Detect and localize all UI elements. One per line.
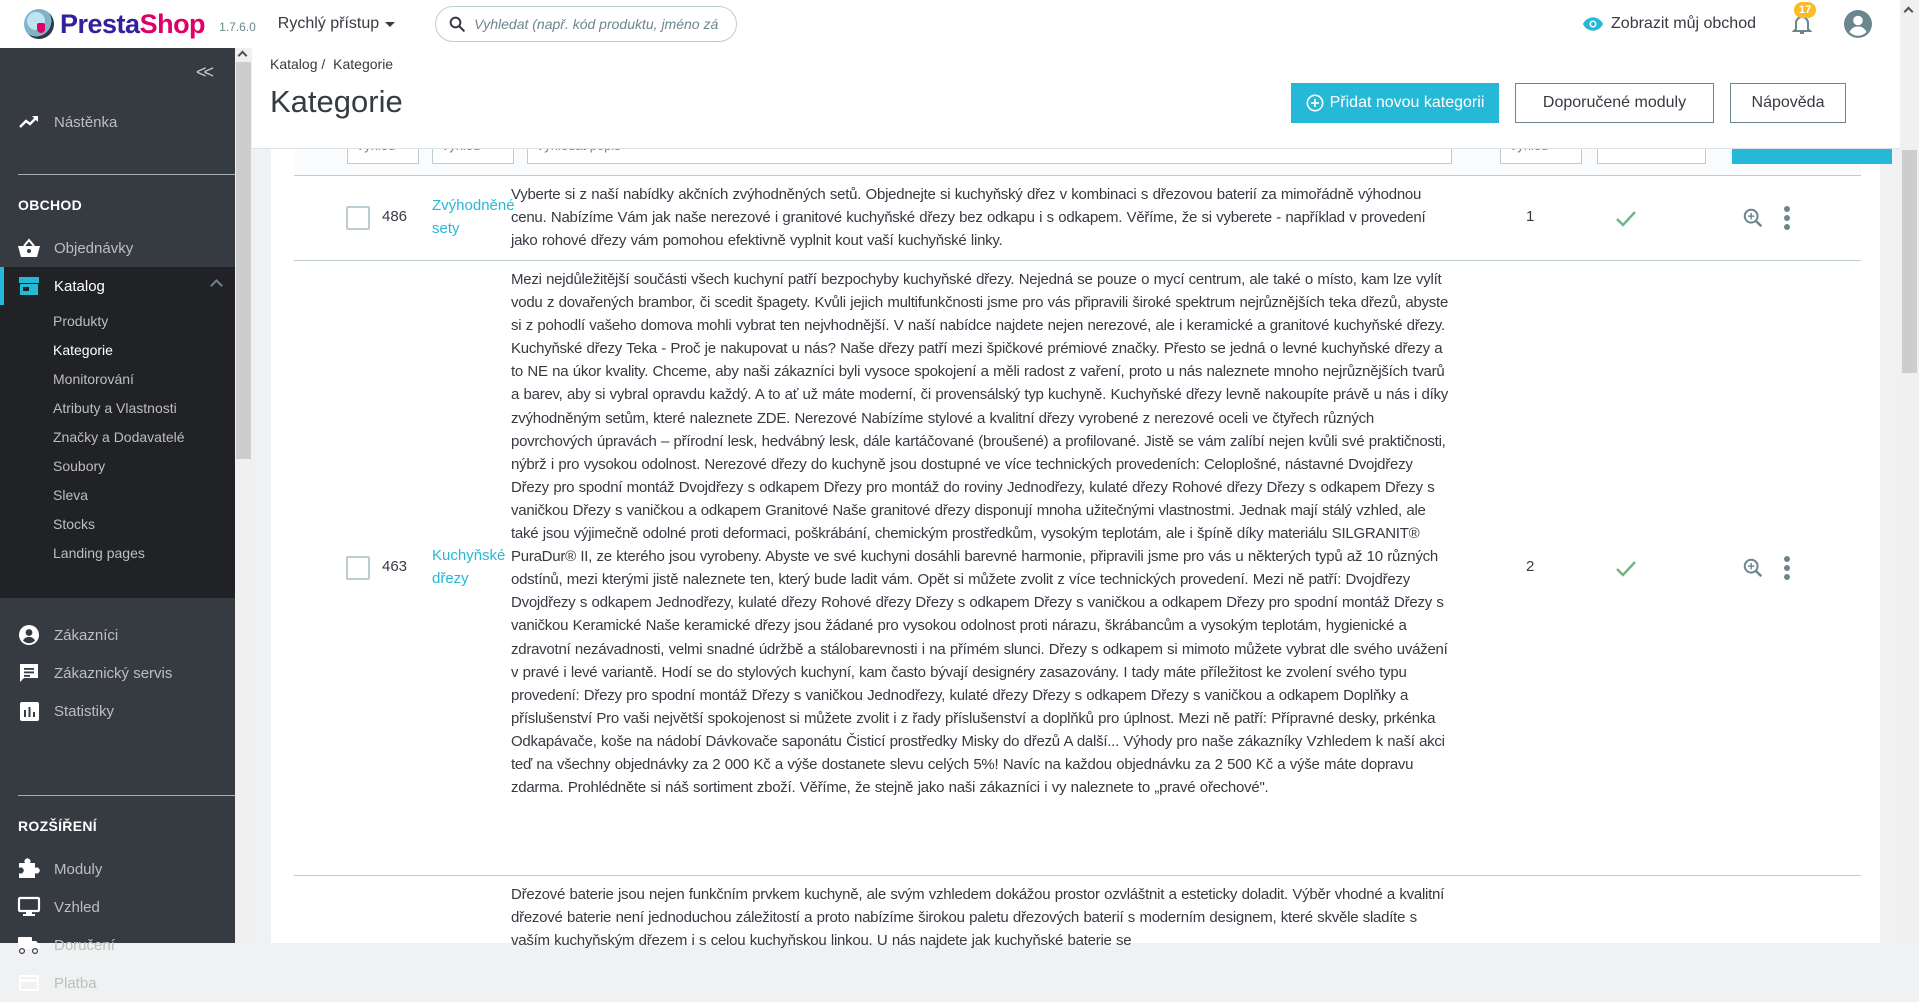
page-scrollbar-thumb[interactable] [1902, 150, 1917, 373]
view-shop-label: Zobrazit můj obchod [1611, 15, 1756, 32]
catalog-menu-group [0, 267, 235, 598]
table-row [294, 176, 1861, 261]
sidebar-subitem-brands[interactable]: Značky a Dodavatelé [53, 429, 185, 445]
account-avatar[interactable] [1844, 10, 1872, 38]
sidebar-subitem-stocks[interactable]: Stocks [53, 516, 96, 532]
prestashop-logo[interactable] [24, 9, 205, 40]
add-circle-icon [1306, 94, 1324, 112]
quick-access-label: Rychlý přístup [277, 15, 380, 32]
search-input[interactable] [474, 16, 724, 32]
sidebar-item-label: Statistiky [54, 702, 115, 720]
shopping-basket-icon [18, 237, 40, 259]
sidebar-item-label: Objednávky [54, 239, 134, 257]
more-actions-kebab-icon[interactable] [1777, 554, 1797, 582]
notification-count-badge: 17 [1794, 2, 1816, 18]
view-zoom-in-icon[interactable] [1742, 557, 1764, 579]
sidebar-item-label: Moduly [54, 860, 103, 878]
bar-chart-icon [18, 700, 40, 722]
sidebar-item-payment[interactable] [0, 964, 235, 1002]
category-id: 463 [382, 558, 408, 575]
sidebar-item-design[interactable] [0, 888, 235, 926]
store-icon [18, 275, 40, 297]
sidebar-item-orders[interactable] [0, 229, 235, 267]
account-circle-icon [18, 624, 40, 646]
monitor-icon [18, 896, 40, 918]
page-scrollbar[interactable] [1900, 0, 1919, 943]
sidebar-subitem-monitoring[interactable]: Monitorování [53, 371, 134, 387]
row-select-checkbox[interactable] [346, 206, 370, 230]
user-avatar-icon [1844, 10, 1872, 38]
logo-text: PrestaShop [60, 8, 206, 39]
version-label: 1.7.6.0 [219, 20, 256, 34]
search-box[interactable] [435, 6, 737, 42]
categories-table-card [271, 149, 1880, 950]
puffin-logo-icon [24, 9, 54, 39]
sidebar-subitem-landing-pages[interactable]: Landing pages [53, 545, 145, 561]
add-category-label: Přidat novou kategorii [1329, 94, 1485, 111]
puzzle-piece-icon [18, 858, 40, 880]
section-title-extensions: ROZŠÍŘENÍ [18, 818, 97, 834]
category-description: Dřezové baterie jsou nejen funkčním prvkem kuchyně, ale svým vzhledem dokážou prostor ozvláštnit a esteticky doladit. Výběr vhodné a kvalitní dřezové baterie není jednoduchou záležitostí a proto nabízíme širokou paletu dřezových baterií s moderním designem, které skvěle sladíte s vaším kuchyňským dřezem i s celou kuchyňskou linkou. U nás najdete jak kuchyňské baterie se [511, 886, 1445, 950]
sidebar-subitem-attributes[interactable]: Atributy a Vlastnosti [53, 400, 177, 416]
quick-access-dropdown[interactable] [278, 15, 395, 33]
help-button[interactable]: Nápověda [1730, 83, 1846, 123]
sidebar-subitem-categories[interactable]: Kategorie [53, 342, 113, 358]
table-row [294, 876, 1861, 996]
sidebar-item-dashboard[interactable] [0, 103, 235, 141]
section-title-shop: OBCHOD [18, 197, 83, 213]
sidebar-item-label: Zákazníci [54, 626, 119, 644]
category-position: 2 [1526, 558, 1535, 575]
page-title: Kategorie [270, 84, 403, 119]
sidebar-item-label: Platba [54, 974, 97, 992]
breadcrumb-current: Kategorie [333, 56, 394, 72]
breadcrumb-separator: / [321, 56, 326, 72]
top-header [0, 0, 1900, 48]
category-description: Vyberte si z naší nabídky akčních zvýhodněných setů. Objednejte si kuchyňský dřez v kombinaci s dřezovou baterií za mimořádně výhodnou cenu. Nabízíme Vám jak naše nerezové i granitové kuchyňské dřezy bez odkapu i s odkapem. Věříme, že si vyberete - například v provedení jako rohové dřezy vám pomohou efektivně vyplnit kout vaší kuchyňské linky. [511, 186, 1426, 250]
category-name-link[interactable]: Kuchyňské dřezy [432, 547, 506, 587]
category-id: 486 [382, 208, 408, 225]
sidebar-item-shipping[interactable] [0, 926, 235, 964]
trending-up-icon [18, 111, 40, 133]
collapse-sidebar-button[interactable]: << [195, 62, 211, 82]
sidebar-item-customers[interactable] [0, 616, 235, 654]
chat-message-icon [18, 662, 40, 684]
content-area [252, 149, 1900, 950]
sidebar-subitem-files[interactable]: Soubory [53, 458, 106, 474]
category-description: Mezi nejdůležitější součásti všech kuchyní patří bezpochyby kuchyňské dřezy. Nejedná se pouze o mycí centrum, ale také o místo, kam lze vylít vodu z dovařených brambor, či scedit špagety. Kvůli jejich multifunkčnosti jsme pro vás připravili široké spektrum nejrůznějších teka dřezů, abyste si z pohodlí vašeho domova mohli vybrat ten nejvhodnější. V naší nabídce najdete nejen nerezové, ale i keramické a granitové kuchyňské dřezy. Kuchyňské dřezy Teka - Proč je nakupovat u nás? Naše dřezy patří mezi špičkové prémiové značky. Přesto se jedná o levné kuchyňské dřezy a to NE na úkor kvality. Chceme, aby naši zákazníci byli vysoce spokojení a měli radost z vaření, proto u nás naleznete mnoho nejrůznějších tvarů a barev, aby si vybral opravdu každý. A to ať už máte moderní, či provensálský typ kuchyně. Kuchyňské dřezy levně nakoupíte právě u nás i díky zvýhodněným setům, které naleznete ZDE. Nerezové Nabízíme stylové a kvalitní dřezy vyrobené z nerezové oceli ve čtyřech různých povrchových úpravách – přírodní lesk, hedvábný lesk, dále kartáčované (broušené) a profilované. Jistě se vám zalíbí nejen kvůli své praktičnosti, nýbrž i pro vysokou odolnost. Nerezové dřezy do kuchyně jsou dostupné ve více technických provedeních: Celoplošné, nástavné Dvojdřezy Dřezy pro spodní montáž Dvojdřezy s odkapem Dřezy pro montáž do roviny Jednodřezy, kulaté dřezy Rohové dřezy Dřezy s odkapem Dřezy s vaničkou Dřezy s vaničkou a odkapem Granitové Naše granitové dřezy disponují mnoha užitečnými vlastnostmi. Jednak mají stálý vzhled, ale také jsou výjimečně odolné proti deformaci, poškrábání, chemickým prostředkům, vysokým teplotám, ale i špíně díky materiálu SILGRANIT® PuraDur® II, ze kterého jsou vyrobeny. Abyste ve své kuchyni dosáhli barevné harmonie, připravili jsme pro vás u některých typů až 10 různých odstínů, mezi kterými jistě naleznete ten, který bude ladit vám. Opět si můžete zvolit z více technických provedení. Mezi ně patří: Dvojdřezy Dvojdřezy s odkapem Jednodřezy, kulaté dřezy Rohové dřezy Dřezy s odkapem Dřezy s vaničkou a odkapem Dřezy pro spodní montáž Dřezy s vaničkou Keramické Naše keramické dřezy jsou žádané pro vysokou odolnost proti nárazu, škrábancům a vysokým teplotám, hygienické a zdravotní nezávadnosti, velmi snadné údržbě a stálobarevnosti i na přímém slunci. Dřezy s odkapem si mimoto můžete vybrat dle svého uvážení v pravé i levé variantě. Hodí se do stylových kuchyní, kam často bývají designéry zasazovány. I tady máte příležitost ke zvolení svého typu provedení: Dřezy pro spodní montáž Dřezy s vaničkou Jednodřezy, kulaté dřezy Dřezy s odkapem Dřezy s vaničkou a odkapem Doplňky a příslušenství Pro vaši největší spokojenost si můžete zvolit i z řady příslušenství a doplňků pro úplnost. Mezi ně patří: Přípravné desky, prkénka Odkapávače, koše na nádobí Dávkovače saponátu Čisticí prostředky Misky do dřezů A další... Výhody pro naše zákazníky Vzhledem k naší akci teď na všechny objednávky za 2 000 Kč a výše dostanete slevu celých 5%! Navíc na každou objednávku za 2 500 Kč a výše máte dopravu zdarma. Prohlédněte si náš sortiment zboží. Věříme, že stejně jako naši zákazníci i vy naleznete to „pravé ořechové". [511, 271, 1449, 797]
credit-card-icon [18, 972, 40, 994]
caret-down-icon [385, 22, 395, 27]
sidebar-divider [18, 174, 235, 175]
recommended-modules-button[interactable]: Doporučené moduly [1515, 83, 1714, 123]
notifications-button[interactable] [1790, 4, 1814, 36]
sidebar-item-statistics[interactable] [0, 692, 235, 730]
enabled-check-icon[interactable] [1614, 556, 1638, 580]
sidebar-item-label: Vzhled [54, 898, 100, 916]
eye-icon [1583, 17, 1603, 31]
page-header [252, 48, 1900, 149]
chevron-up-icon [210, 279, 223, 292]
breadcrumb [270, 56, 393, 72]
sidebar-subitem-products[interactable]: Produkty [53, 313, 109, 329]
sidebar-item-customer-service[interactable] [0, 654, 235, 692]
sidebar-item-label: Doručení [54, 936, 115, 954]
sidebar-item-label: Zákaznický servis [54, 664, 173, 682]
sidebar-item-modules[interactable] [0, 850, 235, 888]
scroll-up-arrow-icon[interactable] [1904, 7, 1914, 17]
category-position: 1 [1526, 208, 1535, 225]
more-actions-kebab-icon[interactable] [1777, 204, 1797, 232]
view-zoom-in-icon[interactable] [1742, 207, 1764, 229]
sidebar-item-label: Katalog [54, 277, 105, 295]
sidebar-scrollbar-thumb[interactable] [236, 62, 251, 459]
sidebar-divider [18, 795, 235, 796]
sidebar-item-label: Nástěnka [54, 113, 118, 131]
search-icon [448, 15, 466, 33]
filter-row [294, 149, 1861, 176]
enabled-check-icon[interactable] [1614, 206, 1638, 230]
sidebar [0, 48, 235, 992]
active-indicator [0, 267, 4, 305]
sidebar-item-catalog[interactable] [0, 267, 235, 305]
truck-icon [18, 934, 40, 956]
scroll-up-arrow-icon[interactable] [238, 51, 248, 61]
row-select-checkbox[interactable] [346, 556, 370, 580]
breadcrumb-catalog-link[interactable]: Katalog [270, 56, 318, 72]
table-row [294, 261, 1861, 876]
sidebar-scrollbar[interactable] [235, 48, 252, 943]
sidebar-subitem-discounts[interactable]: Sleva [53, 487, 89, 503]
add-category-button[interactable] [1291, 83, 1499, 123]
view-my-shop-link[interactable] [1583, 15, 1756, 33]
category-name-link[interactable]: Zvýhodněné sety [432, 197, 515, 237]
